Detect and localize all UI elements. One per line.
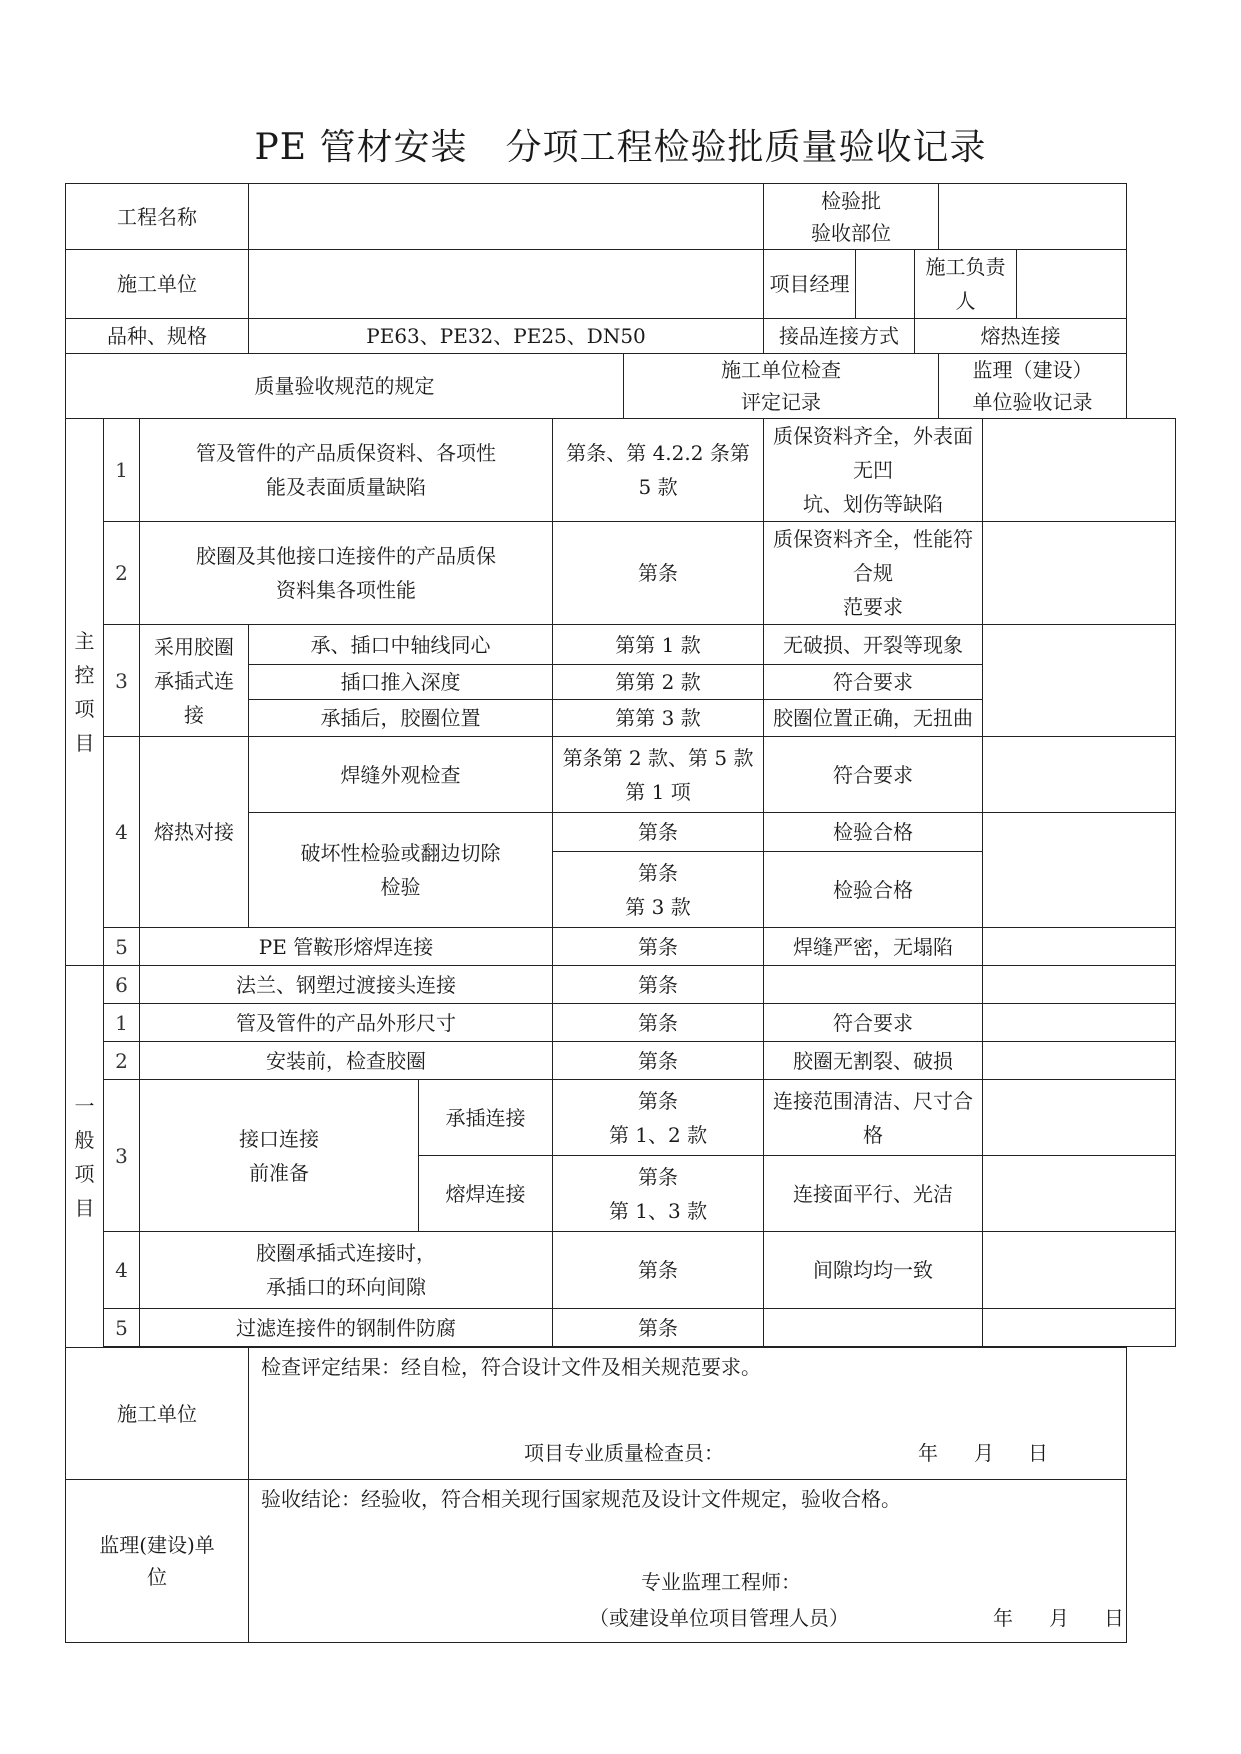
owner-manager-label: （或建设单位项目管理人员） — [589, 1606, 850, 1630]
item-description: 承、插口中轴线同心 — [249, 625, 553, 665]
supervisor-sign-label: 监理(建设)单 位 — [66, 1480, 249, 1643]
supervisor-record — [983, 1309, 1176, 1347]
spec-value: PE63、PE32、PE25、DN50 — [249, 319, 764, 354]
supervisor-record — [983, 1042, 1176, 1080]
title-part-2: 分项工程检验批质量验收记录 — [505, 127, 987, 168]
col-supervisor-header: 监理（建设） 单位验收记录 — [939, 354, 1127, 419]
title-part-1: PE 管材安装 — [254, 127, 468, 168]
supervisor-record — [983, 737, 1176, 813]
item-group: 采用胶圈 承插式连 接 — [140, 625, 249, 737]
check-result: 符合要求 — [764, 1004, 983, 1042]
clause-reference: 第条 — [553, 928, 764, 966]
row-number: 3 — [104, 1080, 140, 1232]
check-result: 连接面平行、光洁 — [764, 1156, 983, 1232]
supervisor-record — [983, 813, 1176, 928]
clause-reference: 第第 1 款 — [553, 625, 764, 665]
date-day: 日 — [1104, 1606, 1125, 1630]
clause-reference: 第条 第 1、3 款 — [553, 1156, 764, 1232]
project-name-value — [249, 184, 764, 250]
item-group: 接口连接 前准备 — [140, 1080, 419, 1232]
check-result: 符合要求 — [764, 737, 983, 813]
row-number: 2 — [104, 1042, 140, 1080]
clause-reference: 第条 — [553, 1004, 764, 1042]
spec-label: 品种、规格 — [66, 319, 249, 354]
contractor-value — [249, 250, 764, 319]
pm-value — [856, 250, 915, 319]
row-number: 4 — [104, 1232, 140, 1309]
col-norm-header: 质量验收规范的规定 — [66, 354, 624, 419]
check-result: 胶圈位置正确，无扭曲 — [764, 700, 983, 737]
row-number: 3 — [104, 625, 140, 737]
row-number: 5 — [104, 1309, 140, 1347]
project-name-label: 工程名称 — [66, 184, 249, 250]
site-lead-label: 施工负责人 — [915, 250, 1017, 319]
supervisor-record — [983, 625, 1176, 737]
check-result: 质保资料齐全，性能符合规 范要求 — [764, 522, 983, 625]
check-result: 无破损、开裂等现象 — [764, 625, 983, 665]
acceptance-conclusion: 验收结论：经验收，符合相关现行国家规范及设计文件规定，验收合格。 — [261, 1487, 902, 1511]
supervisor-record — [983, 419, 1176, 522]
item-description: PE 管鞍形熔焊连接 — [140, 928, 553, 966]
contractor-check-result: 检查评定结果：经自检，符合设计文件及相关规范要求。 — [261, 1355, 762, 1379]
inspect-lot-label: 检验批 验收部位 — [764, 184, 939, 250]
supervisor-record — [983, 1080, 1176, 1156]
check-result: 检验合格 — [764, 813, 983, 852]
item-description: 安装前，检查胶圈 — [140, 1042, 553, 1080]
clause-reference: 第第 3 款 — [553, 700, 764, 737]
clause-reference: 第条 — [553, 966, 764, 1004]
check-result: 连接范围清洁、尺寸合格 — [764, 1080, 983, 1156]
clause-reference: 第条 第 1、2 款 — [553, 1080, 764, 1156]
clause-reference: 第条 — [553, 813, 764, 852]
clause-reference: 第条 第 3 款 — [553, 852, 764, 928]
item-description: 承插连接 — [419, 1080, 553, 1156]
page-title — [0, 126, 1241, 170]
date-month: 月 — [1049, 1606, 1070, 1630]
item-description: 法兰、钢塑过渡接头连接 — [140, 966, 553, 1004]
supervisor-record — [983, 1156, 1176, 1232]
row-number: 5 — [104, 928, 140, 966]
supervisor-sign-area — [249, 1480, 1127, 1643]
item-description: 管及管件的产品质保资料、各项性 能及表面质量缺陷 — [140, 419, 553, 522]
contractor-label: 施工单位 — [66, 250, 249, 319]
quality-inspector-label: 项目专业质量检查员： — [524, 1441, 725, 1465]
supervisor-record — [983, 1004, 1176, 1042]
row-number: 1 — [104, 1004, 140, 1042]
item-description: 破坏性检验或翻边切除 检验 — [249, 813, 553, 928]
check-result: 质保资料齐全，外表面无凹 坑、划伤等缺陷 — [764, 419, 983, 522]
supervisor-record — [983, 522, 1176, 625]
check-result: 焊缝严密，无塌陷 — [764, 928, 983, 966]
item-description: 胶圈及其他接口连接件的产品质保 资料集各项性能 — [140, 522, 553, 625]
date-day: 日 — [1028, 1441, 1049, 1465]
inspection-record-table — [65, 183, 1176, 1643]
check-result: 符合要求 — [764, 665, 983, 700]
contractor-sign-area — [249, 1348, 1127, 1480]
joint-label: 接品连接方式 — [764, 319, 915, 354]
check-result: 检验合格 — [764, 852, 983, 928]
clause-reference: 第条 — [553, 1042, 764, 1080]
joint-value: 熔热连接 — [915, 319, 1127, 354]
item-description: 插口推入深度 — [249, 665, 553, 700]
item-group: 熔热对接 — [140, 737, 249, 928]
contractor-sign-label: 施工单位 — [66, 1348, 249, 1480]
general-items-label: 一 般 项 目 — [66, 966, 104, 1348]
clause-reference: 第条、第 4.2.2 条第 5 款 — [553, 419, 764, 522]
date-year: 年 — [918, 1441, 939, 1465]
row-number: 6 — [104, 966, 140, 1004]
item-description: 焊缝外观检查 — [249, 737, 553, 813]
check-result — [764, 966, 983, 1004]
item-description: 过滤连接件的钢制件防腐 — [140, 1309, 553, 1347]
date-year: 年 — [993, 1606, 1014, 1630]
check-result: 间隙均均一致 — [764, 1232, 983, 1309]
item-description: 胶圈承插式连接时， 承插口的环向间隙 — [140, 1232, 553, 1309]
supervisor-record — [983, 928, 1176, 966]
date-month: 月 — [974, 1441, 995, 1465]
clause-reference: 第条 — [553, 522, 764, 625]
row-number: 2 — [104, 522, 140, 625]
item-description: 管及管件的产品外形尺寸 — [140, 1004, 553, 1042]
row-number: 1 — [104, 419, 140, 522]
check-result: 胶圈无割裂、破损 — [764, 1042, 983, 1080]
main-items-label: 主 控 项 目 — [66, 419, 104, 966]
supervisor-record — [983, 966, 1176, 1004]
clause-reference: 第条第 2 款、第 5 款 第 1 项 — [553, 737, 764, 813]
clause-reference: 第条 — [553, 1232, 764, 1309]
col-contractor-check-header: 施工单位检查 评定记录 — [624, 354, 939, 419]
item-description: 熔焊连接 — [419, 1156, 553, 1232]
clause-reference: 第条 — [553, 1309, 764, 1347]
check-result — [764, 1309, 983, 1347]
supervising-engineer-label: 专业监理工程师： — [641, 1570, 802, 1594]
item-description: 承插后，胶圈位置 — [249, 700, 553, 737]
supervisor-record — [983, 1232, 1176, 1309]
site-lead-value — [1017, 250, 1127, 319]
inspect-lot-value — [939, 184, 1127, 250]
row-number: 4 — [104, 737, 140, 928]
pm-label: 项目经理 — [764, 250, 856, 319]
clause-reference: 第第 2 款 — [553, 665, 764, 700]
